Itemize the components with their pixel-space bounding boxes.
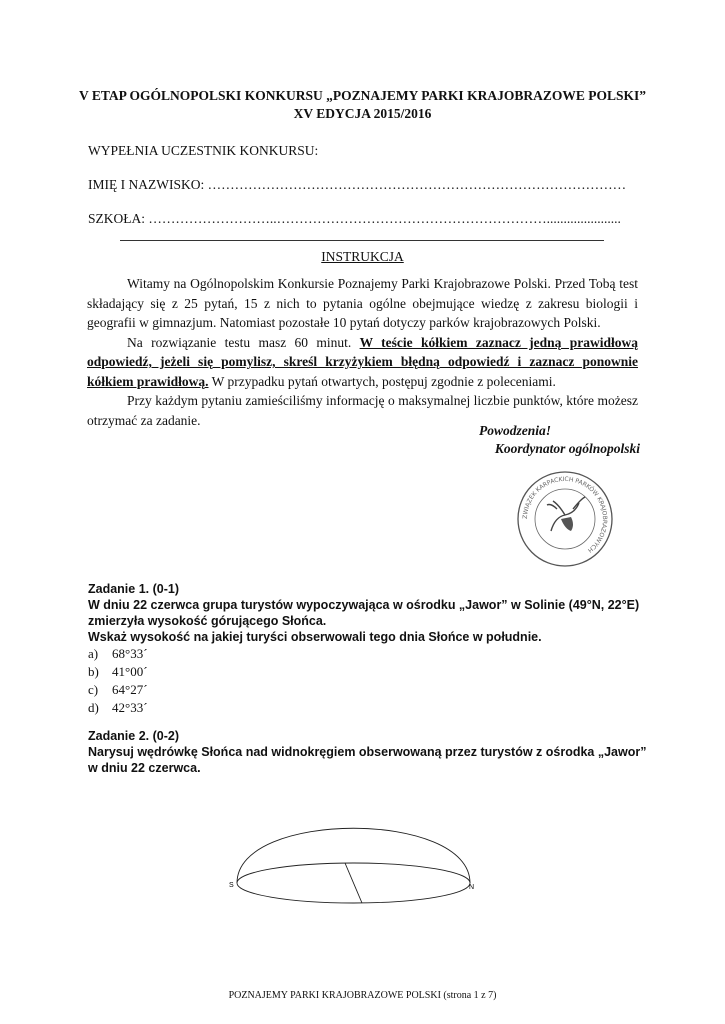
task-1-text: W dniu 22 czerwca grupa turystów wypoczywająca w ośrodku „Jawor” w Solinie (49°N, 22°E) zmierzyła wysokość górującego Słońca. [88,598,640,628]
instructions-paragraph-3: Przy każdym pytaniu zamieściliśmy informację o maksymalnej liczbie punktów, które możesz otrzymać za zadanie. [87,393,638,428]
page-footer: POZNAJEMY PARKI KRAJOBRAZOWE POLSKI (strona 1 z 7) [228,990,497,1001]
instructions-heading: INSTRUKCJA [321,249,404,264]
instructions-paragraph-2 [87,333,638,392]
marking-rules: W teście kółkiem zaznacz jedną prawidłową odpowiedź, jeżeli się pomylisz, skreśl krzyżykiem błędną odpowiedź i zaznacz ponownie kółkiem prawidłową. [87,334,639,389]
task-1-option-d[interactable]: d) 42°33´ [88,700,148,715]
task-1-option-b[interactable]: b) 41°00´ [88,664,148,679]
task-1-title: Zadanie 1. (0-1) [88,582,179,596]
task-2 [88,728,648,776]
stamp-seal [515,469,615,569]
task-2-title: Zadanie 2. (0-2) [88,729,179,743]
edition-title: XV EDYCJA 2015/2016 [293,106,432,121]
task-1-option-c[interactable]: c) 64°27´ [88,682,148,697]
instructions-paragraph-1: Witamy na Ogólnopolskim Konkursie Poznajemy Parki Krajobrazowe Polski. Przed Tobą test składający się z 25 pytań, 15 z nich to pytania ogólne obejmujące wiedzę z zakresu biologii i geografii w gimnazjum. Natomiast pozostałe 10 pytań dotyczy parków krajobrazowych Polski. [87,276,638,330]
time-limit-text: Na rozwiązanie testu masz 60 minut. [127,334,360,350]
page-title: V ETAP OGÓLNOPOLSKI KONKURSU „POZNAJEMY PARKI KRAJOBRAZOWE POLSKI” [79,88,646,103]
north-label: N [469,884,475,891]
name-field[interactable]: IMIĘ I NAZWISKO: ………………………………………………………………………………… [88,177,627,192]
task-2-text: Narysuj wędrówkę Słońca nad widnokręgiem obserwowaną przez turystów z ośrodka „Jawor” w dniu 22 czerwca. [88,745,647,775]
divider [120,240,604,241]
celestial-dome [237,828,470,883]
coordinator: Koordynator ogólnopolski [494,441,640,456]
task-1 [88,581,648,717]
task-1-option-a[interactable]: a) 68°33´ [88,646,148,661]
open-questions-text: W przypadku pytań otwartych, postępuj zgodnie z poleceniami. [208,373,556,389]
meridian-line [345,863,362,903]
horizon-diagram[interactable] [225,800,495,910]
instructions-body [87,274,638,430]
svg-text:ZWIĄZEK KARPACKICH PARKÓW KRAJ: ZWIĄZEK KARPACKICH PARKÓW KRAJOBRAZOWYCH [521,475,609,554]
task-1-question: Wskaż wysokość na jakiej turyści obserwowali tego dnia Słońce w południe. [88,630,542,644]
south-label: S [229,882,234,889]
school-field[interactable]: SZKOŁA: ………………………..……………………………………………………...................... [88,211,621,226]
good-luck: Powodzenia! [478,423,551,438]
filled-by-label: WYPEŁNIA UCZESTNIK KONKURSU: [88,143,319,158]
